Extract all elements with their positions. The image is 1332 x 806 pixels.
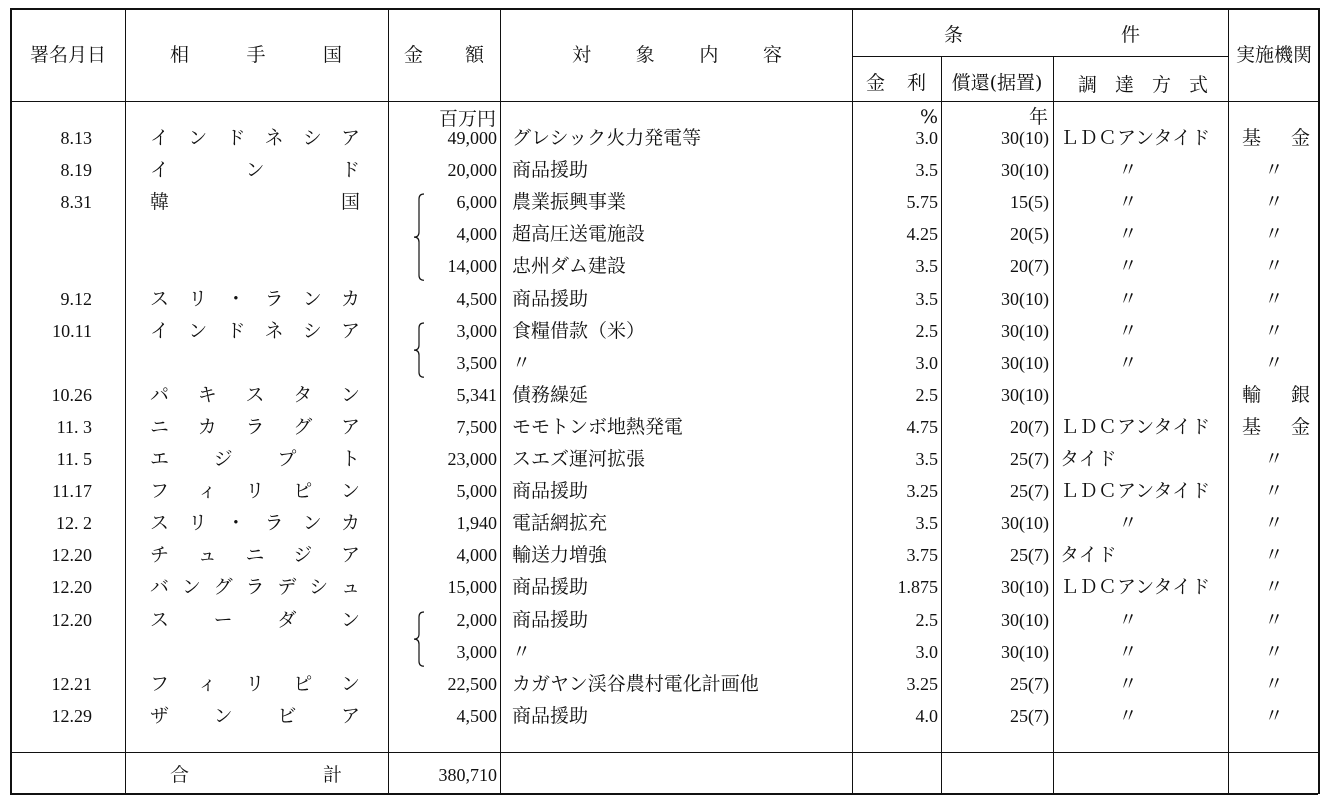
row-procure: 〃 xyxy=(1118,191,1138,213)
row-rate: 3.5 xyxy=(915,160,938,180)
row-rate: 3.5 xyxy=(915,289,938,309)
column-rule xyxy=(1228,8,1229,794)
row-agency: 基 金 xyxy=(1242,416,1310,438)
row-repay: 30(10) xyxy=(1001,321,1049,341)
row-date: 12. 2 xyxy=(56,513,92,533)
row-date: 8.31 xyxy=(60,192,92,212)
row-country: イ ン ド ネ シ ア xyxy=(150,320,360,342)
column-rule xyxy=(941,57,942,794)
row-country: ス リ ・ ラ ン カ xyxy=(150,288,360,310)
header-content: 対 象 内 容 xyxy=(572,44,782,66)
row-procure: 〃 xyxy=(1118,255,1138,277)
row-amount: 1,940 xyxy=(456,513,497,533)
row-country: イ ン ド xyxy=(150,159,360,181)
row-repay: 25(7) xyxy=(1010,481,1049,501)
header-bottom-rule xyxy=(10,101,1318,102)
row-rate: 3.25 xyxy=(906,674,938,694)
row-rate: 5.75 xyxy=(906,192,938,212)
row-amount: 4,000 xyxy=(456,224,497,244)
row-repay: 25(7) xyxy=(1010,706,1049,726)
conditions-divider xyxy=(852,56,1228,57)
row-agency: 〃 xyxy=(1264,609,1284,631)
total-label: 合 計 xyxy=(170,764,342,786)
row-repay: 30(10) xyxy=(1001,353,1049,373)
row-content: 商品援助 xyxy=(512,705,589,727)
row-date: 10.26 xyxy=(51,385,92,405)
row-repay: 15(5) xyxy=(1010,192,1049,212)
header-procure: 調 達 方 式 xyxy=(1078,74,1208,96)
row-amount: 7,500 xyxy=(456,417,497,437)
row-rate: 4.75 xyxy=(906,417,938,437)
row-date: 12.29 xyxy=(51,706,92,726)
row-rate: 2.5 xyxy=(915,321,938,341)
row-rate: 3.0 xyxy=(915,128,938,148)
row-rate: 2.5 xyxy=(915,610,938,630)
row-country: ス ー ダ ン xyxy=(150,609,360,631)
row-amount: 20,000 xyxy=(447,160,497,180)
row-date: 11. 3 xyxy=(56,417,92,437)
row-content: 商品援助 xyxy=(512,576,589,598)
row-content: 輸送力増強 xyxy=(512,544,608,566)
row-agency: 〃 xyxy=(1264,223,1284,245)
row-agency: 輸 銀 xyxy=(1242,384,1310,406)
unit-rate: % xyxy=(919,106,938,128)
row-country: ス リ ・ ラ ン カ xyxy=(150,512,360,534)
column-rule xyxy=(1053,57,1054,794)
row-agency: 〃 xyxy=(1264,352,1284,374)
row-rate: 3.0 xyxy=(915,353,938,373)
row-date: 12.20 xyxy=(51,610,92,630)
header-country: 相 手 国 xyxy=(170,44,342,66)
row-agency: 〃 xyxy=(1264,255,1284,277)
row-content: 〃 xyxy=(512,352,532,374)
row-country: チ ュ ニ ジ ア xyxy=(150,544,360,566)
column-rule xyxy=(125,8,126,794)
row-rate: 3.0 xyxy=(915,642,938,662)
row-content: 農業振興事業 xyxy=(512,191,627,213)
row-procure: 〃 xyxy=(1118,159,1138,181)
row-repay: 30(10) xyxy=(1001,128,1049,148)
row-procure: 〃 xyxy=(1118,320,1138,342)
row-rate: 3.25 xyxy=(906,481,938,501)
row-procure: ＬＤＣアンタイド xyxy=(1060,416,1211,438)
header-repay: 償還(据置) xyxy=(951,72,1043,94)
header-amount: 金 額 xyxy=(404,44,484,66)
row-agency: 〃 xyxy=(1264,576,1284,598)
row-date: 12.20 xyxy=(51,545,92,565)
row-procure: ＬＤＣアンタイド xyxy=(1060,127,1211,149)
row-procure: 〃 xyxy=(1118,705,1138,727)
table-bottom-border xyxy=(10,793,1318,795)
row-procure: 〃 xyxy=(1118,352,1138,374)
row-repay: 20(7) xyxy=(1010,256,1049,276)
row-agency: 〃 xyxy=(1264,512,1284,534)
row-repay: 30(10) xyxy=(1001,160,1049,180)
row-amount: 3,000 xyxy=(456,321,497,341)
header-conditions: 条 件 xyxy=(944,24,1140,46)
row-date: 11.17 xyxy=(52,481,92,501)
group-brace xyxy=(412,611,426,667)
column-rule xyxy=(852,8,853,794)
row-content: 商品援助 xyxy=(512,159,589,181)
row-rate: 1.875 xyxy=(897,577,938,597)
row-repay: 30(10) xyxy=(1001,513,1049,533)
row-agency: 基 金 xyxy=(1242,127,1310,149)
row-date: 9.12 xyxy=(60,289,92,309)
row-procure: 〃 xyxy=(1118,673,1138,695)
row-procure: タイド xyxy=(1060,544,1117,566)
row-amount: 49,000 xyxy=(447,128,497,148)
row-rate: 4.25 xyxy=(906,224,938,244)
row-country: エ ジ プ ト xyxy=(150,448,360,470)
row-repay: 25(7) xyxy=(1010,545,1049,565)
row-agency: 〃 xyxy=(1264,480,1284,502)
row-agency: 〃 xyxy=(1264,705,1284,727)
row-content: 債務繰延 xyxy=(512,384,589,406)
row-amount: 4,500 xyxy=(456,706,497,726)
row-amount: 4,500 xyxy=(456,289,497,309)
row-amount: 15,000 xyxy=(447,577,497,597)
row-repay: 20(7) xyxy=(1010,417,1049,437)
row-content: 電話網拡充 xyxy=(512,512,608,534)
row-amount: 4,000 xyxy=(456,545,497,565)
row-country: パ キ ス タ ン xyxy=(150,384,360,406)
row-content: 商品援助 xyxy=(512,480,589,502)
row-content: 〃 xyxy=(512,641,532,663)
row-procure: ＬＤＣアンタイド xyxy=(1060,480,1211,502)
row-repay: 30(10) xyxy=(1001,385,1049,405)
row-date: 8.13 xyxy=(60,128,92,148)
row-repay: 20(5) xyxy=(1010,224,1049,244)
row-amount: 6,000 xyxy=(456,192,497,212)
row-rate: 4.0 xyxy=(915,706,938,726)
row-repay: 30(10) xyxy=(1001,289,1049,309)
row-procure: 〃 xyxy=(1118,288,1138,310)
row-rate: 2.5 xyxy=(915,385,938,405)
row-date: 11. 5 xyxy=(56,449,92,469)
row-agency: 〃 xyxy=(1264,544,1284,566)
row-agency: 〃 xyxy=(1264,448,1284,470)
row-procure: 〃 xyxy=(1118,609,1138,631)
row-content: スエズ運河拡張 xyxy=(512,448,646,470)
row-amount: 2,000 xyxy=(456,610,497,630)
row-amount: 3,000 xyxy=(456,642,497,662)
row-procure: タイド xyxy=(1060,448,1117,470)
row-procure: 〃 xyxy=(1118,512,1138,534)
row-agency: 〃 xyxy=(1264,320,1284,342)
row-date: 12.20 xyxy=(51,577,92,597)
row-date: 8.19 xyxy=(60,160,92,180)
header-date: 署名月日 xyxy=(29,44,106,66)
row-content: カガヤン渓谷農村電化計画他 xyxy=(512,673,759,695)
row-agency: 〃 xyxy=(1264,673,1284,695)
header-rate: 金 利 xyxy=(866,72,926,94)
row-agency: 〃 xyxy=(1264,159,1284,181)
group-brace xyxy=(412,193,426,281)
row-country: フ ィ リ ピ ン xyxy=(150,673,360,695)
total-top-rule xyxy=(10,752,1318,753)
row-amount: 22,500 xyxy=(447,674,497,694)
header-agency: 実施機関 xyxy=(1235,44,1312,66)
row-agency: 〃 xyxy=(1264,191,1284,213)
row-rate: 3.75 xyxy=(906,545,938,565)
row-amount: 3,500 xyxy=(456,353,497,373)
row-content: 商品援助 xyxy=(512,288,589,310)
row-date: 12.21 xyxy=(51,674,92,694)
group-brace xyxy=(412,322,426,378)
unit-amount: 百万円 xyxy=(438,108,496,130)
row-content: 商品援助 xyxy=(512,609,589,631)
row-procure: 〃 xyxy=(1118,223,1138,245)
row-amount: 5,000 xyxy=(456,481,497,501)
total-amount: 380,710 xyxy=(438,765,497,785)
row-content: モモトンボ地熱発電 xyxy=(512,416,684,438)
column-rule xyxy=(388,8,389,794)
row-repay: 25(7) xyxy=(1010,674,1049,694)
row-agency: 〃 xyxy=(1264,288,1284,310)
row-repay: 30(10) xyxy=(1001,642,1049,662)
row-country: バ ン グ ラ デ シ ュ xyxy=(150,576,360,598)
row-amount: 14,000 xyxy=(447,256,497,276)
row-rate: 3.5 xyxy=(915,513,938,533)
table-top-border xyxy=(10,8,1318,10)
row-repay: 30(10) xyxy=(1001,577,1049,597)
row-country: ザ ン ビ ア xyxy=(150,705,360,727)
row-procure: 〃 xyxy=(1118,641,1138,663)
row-content: 忠州ダム建設 xyxy=(512,255,627,277)
unit-repay: 年 xyxy=(1028,106,1048,128)
column-rule xyxy=(10,8,12,794)
row-content: グレシック火力発電等 xyxy=(512,127,702,149)
row-content: 超高圧送電施設 xyxy=(512,223,646,245)
row-rate: 3.5 xyxy=(915,256,938,276)
row-repay: 30(10) xyxy=(1001,610,1049,630)
row-country: ニ カ ラ グ ア xyxy=(150,416,360,438)
row-repay: 25(7) xyxy=(1010,449,1049,469)
row-country: フ ィ リ ピ ン xyxy=(150,480,360,502)
row-date: 10.11 xyxy=(52,321,92,341)
row-country: イ ン ド ネ シ ア xyxy=(150,127,360,149)
row-content: 食糧借款（米） xyxy=(512,320,646,342)
row-amount: 23,000 xyxy=(447,449,497,469)
column-rule xyxy=(500,8,501,794)
column-rule xyxy=(1318,8,1320,794)
row-country: 韓 国 xyxy=(150,191,360,213)
row-procure: ＬＤＣアンタイド xyxy=(1060,576,1211,598)
row-rate: 3.5 xyxy=(915,449,938,469)
row-amount: 5,341 xyxy=(456,385,497,405)
row-agency: 〃 xyxy=(1264,641,1284,663)
